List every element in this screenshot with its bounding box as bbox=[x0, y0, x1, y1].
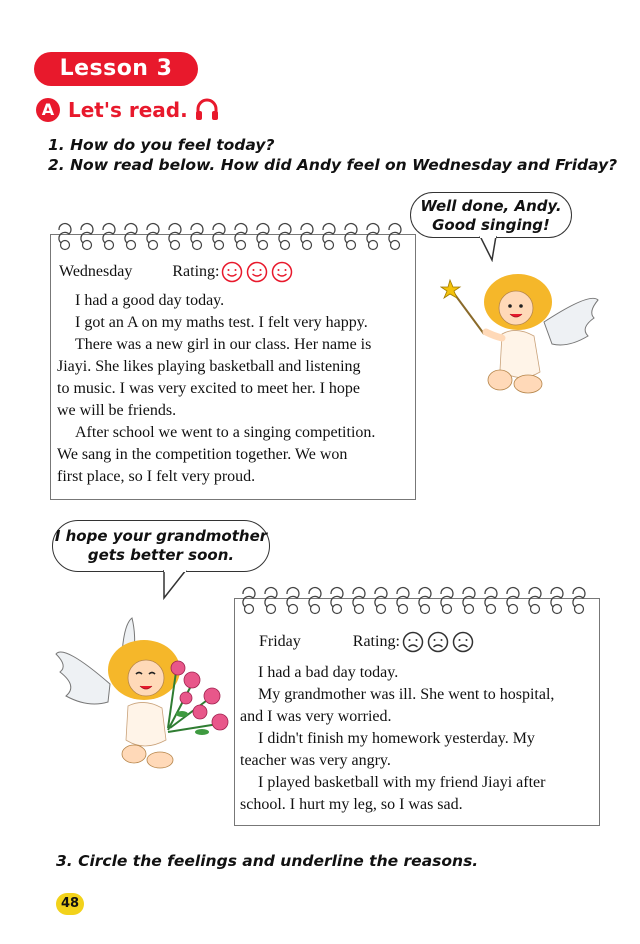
speech-bubble-get-well bbox=[52, 520, 270, 572]
diary-line: teacher was very angry. bbox=[240, 752, 391, 769]
diary-line: first place, so I felt very proud. bbox=[57, 468, 256, 485]
question-3: 3. Circle the feelings and underline the reasons. bbox=[56, 852, 479, 870]
spiral-coil bbox=[507, 588, 519, 614]
smiley-face-icon bbox=[271, 261, 293, 283]
spiral-coil bbox=[103, 224, 115, 250]
spiral-coil bbox=[213, 224, 225, 250]
spiral-coil bbox=[243, 588, 255, 614]
spiral-coil bbox=[235, 224, 247, 250]
spiral-coil bbox=[397, 588, 409, 614]
diary-line: I had a good day today. bbox=[75, 292, 225, 309]
spiral-coil bbox=[81, 224, 93, 250]
diary-line: to music. I was very excited to meet her. I hope bbox=[57, 380, 361, 397]
spiral-coil bbox=[463, 588, 475, 614]
bubble-line: Well done, Andy. bbox=[420, 197, 562, 215]
spiral-coil bbox=[125, 224, 137, 250]
page-number: 48 bbox=[56, 893, 84, 915]
diary-line: I got an A on my maths test. I felt very happy. bbox=[75, 314, 368, 331]
question-2: 2. Now read below. How did Andy feel on Wednesday and Friday? bbox=[48, 156, 618, 174]
diary-line: My grandmother was ill. She went to hospital, bbox=[258, 686, 555, 703]
spiral-coil bbox=[323, 224, 335, 250]
spiral-coil bbox=[345, 224, 357, 250]
spiral-coil bbox=[529, 588, 541, 614]
angel-with-wand-illustration bbox=[440, 252, 600, 402]
sad-face-icon bbox=[427, 631, 449, 653]
headphones-icon[interactable] bbox=[194, 97, 220, 123]
spiral-coil bbox=[279, 224, 291, 250]
spiral-coil bbox=[375, 588, 387, 614]
section-heading bbox=[36, 96, 220, 124]
diary-line: I played basketball with my friend Jiayi after bbox=[258, 774, 546, 791]
bubble-line: gets better soon. bbox=[87, 546, 235, 564]
bubble-line: I hope your grandmother bbox=[54, 527, 268, 545]
spiral-coil bbox=[287, 588, 299, 614]
spiral-coil bbox=[367, 224, 379, 250]
diary-card-wednesday bbox=[50, 234, 416, 500]
diary-line: After school we went to a singing competition. bbox=[75, 424, 376, 441]
diary-line: I didn't finish my homework yesterday. My bbox=[258, 730, 535, 747]
angel-with-flowers-illustration bbox=[52, 614, 236, 774]
spiral-coil bbox=[485, 588, 497, 614]
diary-line: There was a new girl in our class. Her name is bbox=[75, 336, 372, 353]
spiral-coil bbox=[389, 224, 401, 250]
spiral-coil bbox=[191, 224, 203, 250]
spiral-coil bbox=[301, 224, 313, 250]
diary-line: we will be friends. bbox=[57, 402, 177, 419]
diary-line: Jiayi. She likes playing basketball and listening bbox=[57, 358, 361, 375]
spiral-coil bbox=[353, 588, 365, 614]
spiral-coil bbox=[169, 224, 181, 250]
rating-faces bbox=[402, 631, 477, 653]
spiral-binding bbox=[55, 221, 411, 251]
spiral-coil bbox=[265, 588, 277, 614]
rating-label: Rating: bbox=[352, 633, 400, 650]
rating-label: Rating: bbox=[172, 263, 220, 280]
lesson-title-badge: Lesson 3 bbox=[34, 52, 198, 86]
spiral-binding bbox=[239, 585, 595, 615]
sad-face-icon bbox=[402, 631, 424, 653]
diary-text bbox=[57, 290, 413, 488]
section-title: Let's read. bbox=[68, 98, 188, 122]
spiral-coil bbox=[331, 588, 343, 614]
diary-day: Friday bbox=[259, 633, 301, 650]
spiral-coil bbox=[551, 588, 563, 614]
speech-bubble-tail bbox=[158, 570, 188, 600]
diary-line: school. I hurt my leg, so I was sad. bbox=[240, 796, 463, 813]
diary-text bbox=[240, 662, 596, 816]
rating-faces bbox=[221, 261, 296, 283]
question-1: 1. How do you feel today? bbox=[48, 136, 275, 154]
diary-line: I had a bad day today. bbox=[258, 664, 399, 681]
spiral-coil bbox=[441, 588, 453, 614]
diary-card-friday bbox=[234, 598, 600, 826]
diary-line: and I was very worried. bbox=[240, 708, 392, 725]
spiral-coil bbox=[309, 588, 321, 614]
diary-header bbox=[59, 261, 296, 283]
diary-header bbox=[259, 631, 477, 653]
spiral-coil bbox=[59, 224, 71, 250]
spiral-coil bbox=[419, 588, 431, 614]
smiley-face-icon bbox=[221, 261, 243, 283]
spiral-coil bbox=[147, 224, 159, 250]
bubble-line: Good singing! bbox=[432, 216, 550, 234]
speech-bubble-praise bbox=[410, 192, 572, 238]
section-letter-badge: A bbox=[36, 98, 60, 122]
smiley-face-icon bbox=[246, 261, 268, 283]
spiral-coil bbox=[257, 224, 269, 250]
sad-face-icon bbox=[452, 631, 474, 653]
diary-day: Wednesday bbox=[59, 263, 133, 280]
spiral-coil bbox=[573, 588, 585, 614]
diary-line: We sang in the competition together. We won bbox=[57, 446, 348, 463]
